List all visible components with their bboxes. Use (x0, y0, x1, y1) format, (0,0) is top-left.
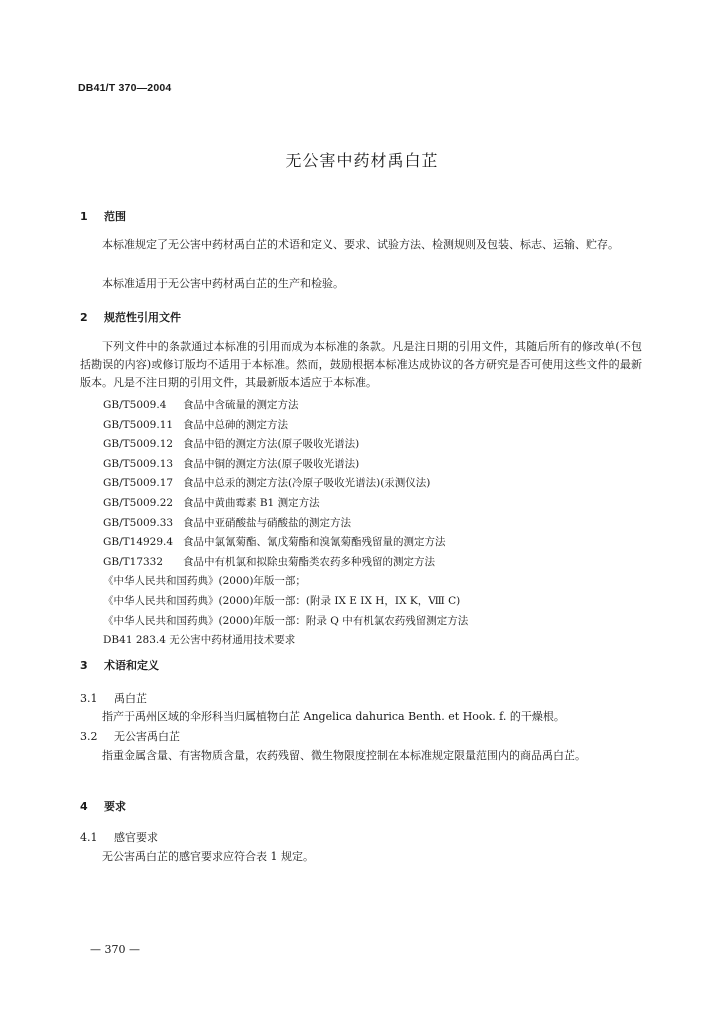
reference-code: GB/T14929.4 (103, 536, 174, 549)
reference-title: 《中华人民共和国药典》(2000)年版一部； (103, 575, 306, 588)
reference-code: GB/T5009.12 (103, 438, 174, 451)
reference-title: 《中华人民共和国药典》(2000)年版一部：(附录 IX E IX H，IX K，Ⅷ C) (103, 594, 461, 607)
reference-code: GB/T17332 (103, 555, 164, 568)
document-title: 无公害中药材禹白芷 (285, 151, 439, 170)
section-title: 范围 (104, 210, 126, 223)
term-number: 3.1 (80, 692, 98, 705)
term-3-2-heading (80, 728, 180, 744)
section-1-heading (80, 208, 126, 224)
term-name: 无公害禹白芷 (114, 730, 180, 743)
section-1-paragraph-1: 本标准规定了无公害中药材禹白芷的术语和定义、要求、试验方法、检测规则及包装、标志、运输、贮存。 (102, 238, 619, 251)
reference-item (103, 514, 468, 534)
reference-code: GB/T5009.22 (103, 496, 174, 509)
reference-item (103, 592, 468, 612)
reference-title: 食品中铅的测定方法(原子吸收光谱法) (183, 438, 360, 451)
reference-title: 食品中黄曲霉素 B1 测定方法 (183, 496, 320, 509)
reference-item (103, 494, 468, 514)
section-number: 2 (80, 311, 88, 324)
term-name: 禹白芷 (114, 692, 147, 705)
reference-title: DB41 283.4 无公害中药材通用技术要求 (103, 634, 296, 647)
reference-code: GB/T5009.33 (103, 516, 174, 529)
reference-code: GB/T5009.11 (103, 418, 174, 431)
subsection-4-1-text: 无公害禹白芷的感官要求应符合表 1 规定。 (102, 850, 314, 863)
section-title: 术语和定义 (104, 659, 159, 672)
section-4-heading (80, 798, 126, 814)
section-2-heading (80, 309, 181, 325)
term-number: 3.2 (80, 730, 98, 743)
reference-item (103, 533, 468, 553)
reference-item (103, 572, 468, 592)
reference-code: GB/T5009.17 (103, 477, 174, 490)
reference-item (103, 435, 468, 455)
reference-title: 食品中亚硝酸盐与硝酸盐的测定方法 (183, 516, 351, 529)
reference-title: 食品中氯氰菊酯、氰戊菊酯和溴氰菊酯残留量的测定方法 (183, 536, 446, 549)
subsection-4-1-heading (80, 829, 158, 845)
subsection-title: 感官要求 (114, 831, 158, 844)
reference-title: 《中华人民共和国药典》(2000)年版一部：附录 Q 中有机氯农药残留测定方法 (103, 614, 469, 627)
reference-item (103, 396, 468, 416)
section-1-paragraph-2: 本标准适用于无公害中药材禹白芷的生产和检验。 (102, 277, 344, 290)
section-2-paragraph: 下列文件中的条款通过本标准的引用而成为本标准的条款。凡是注日期的引用文件，其随后所有的修改单(不包括勘误的内容)或修订版均不适用于本标准。然而，鼓励根据本标准达成协议的各方研究是否可使用这些文件的最新版本。凡是不注日期的引用文件，其最新版本适应于本标准。 (80, 340, 642, 389)
section-number: 3 (80, 659, 88, 672)
standard-code: DB41/T 370—2004 (78, 82, 172, 94)
reference-title: 食品中总汞的测定方法(冷原子吸收光谱法)(汞测仪法) (183, 477, 431, 490)
term-3-2-definition: 指重金属含量、有害物质含量，农药残留、微生物限度控制在本标准规定限量范围内的商品禹白芷。 (102, 749, 586, 762)
reference-code: GB/T5009.13 (103, 457, 174, 470)
reference-item (103, 631, 468, 651)
reference-title: 食品中总砷的测定方法 (183, 418, 288, 431)
subsection-number: 4.1 (80, 831, 98, 844)
section-number: 1 (80, 210, 88, 223)
section-title: 规范性引用文件 (104, 311, 181, 324)
term-3-1-heading (80, 690, 147, 706)
reference-item (103, 553, 468, 573)
reference-item (103, 455, 468, 475)
reference-title: 食品中含硫量的测定方法 (183, 399, 299, 411)
page-number: — 370 — (90, 943, 140, 956)
reference-title: 食品中铜的测定方法(原子吸收光谱法) (183, 457, 360, 470)
section-3-heading (80, 657, 159, 673)
reference-item (103, 612, 468, 632)
reference-list (103, 396, 468, 651)
section-title: 要求 (104, 800, 126, 813)
term-3-1-definition: 指产于禹州区域的伞形科当归属植物白芷 Angelica dahurica Benth. et Hook. f. 的干燥根。 (102, 710, 565, 723)
reference-item (103, 416, 468, 436)
reference-title: 食品中有机氯和拟除虫菊酯类农药多种残留的测定方法 (183, 555, 435, 568)
section-number: 4 (80, 800, 88, 813)
reference-item (103, 474, 468, 494)
reference-code: GB/T5009.4 (103, 399, 167, 411)
